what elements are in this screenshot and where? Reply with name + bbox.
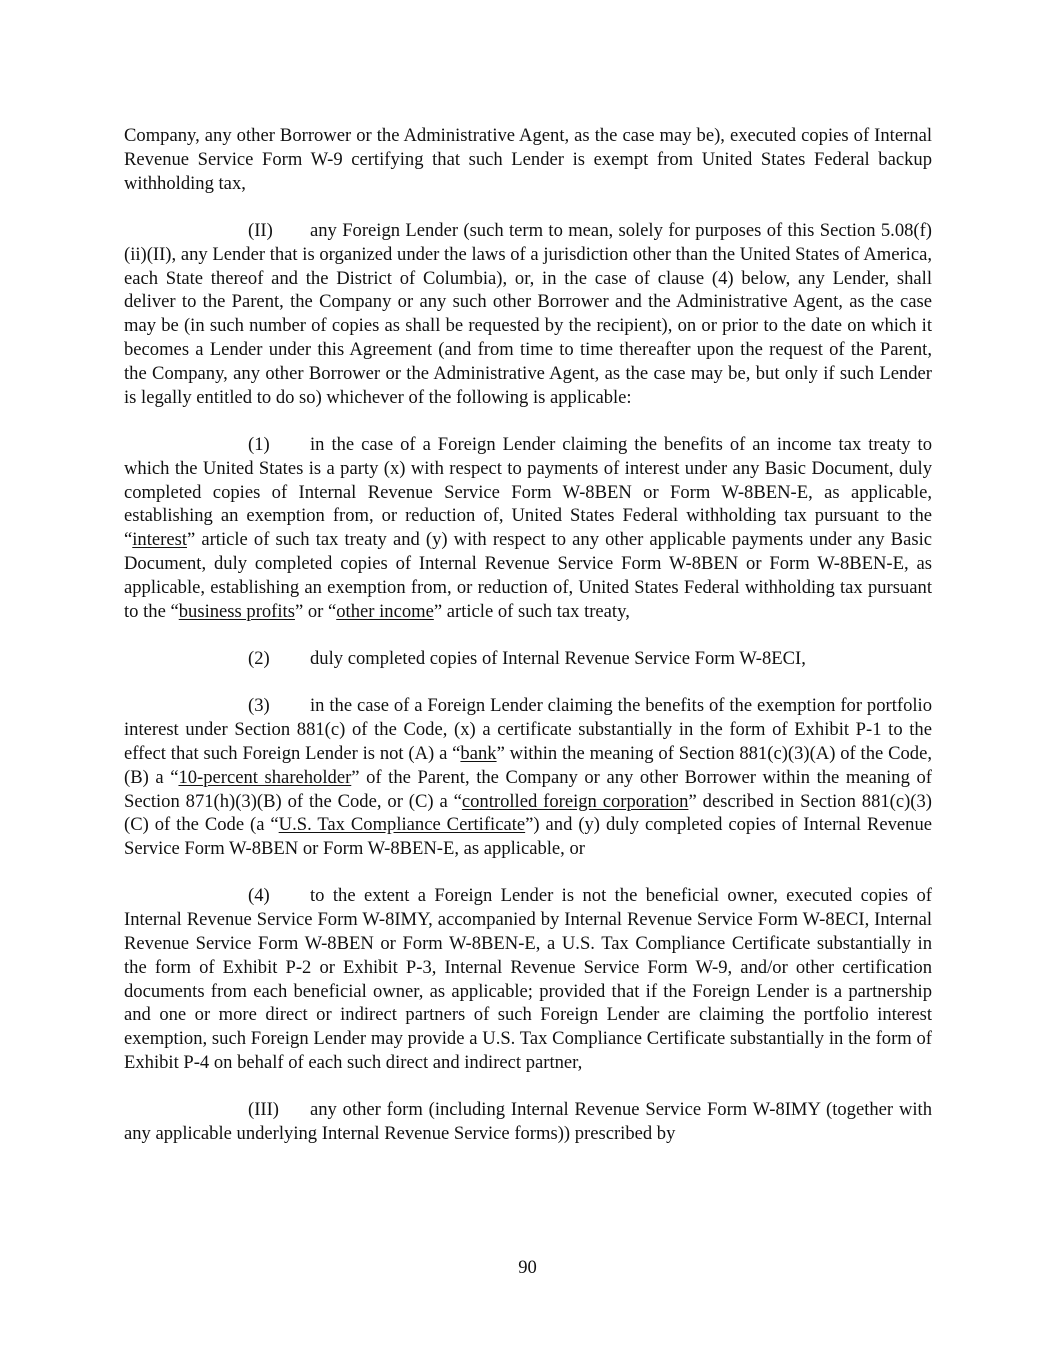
clause-text-segment: ” article of such tax treaty and (y) with respect to any other applicable payments under any Basic Document, duly completed copies of Internal Revenue Service Form W-8BEN or Form W-8BEN-E, as applicable, establishing an exemption from, or reduction of, United States Federal withholding tax pursuant to the “ [124, 529, 932, 622]
defined-term-interest: interest [132, 529, 187, 551]
paragraph-clause-3 [124, 694, 932, 861]
paragraph-clause-II [124, 219, 932, 409]
clause-text-segment: in the case of a Foreign Lender claiming the benefits of the exemption for portfolio interest under Section 881(c) of the Code, (x) a certificate substantially in the form of Exhibit P-1 to the effect that such Foreign Lender is not (A) a “ [124, 695, 932, 764]
defined-term-other-income: other income [336, 600, 434, 622]
clause-text-segment: ”) and (y) duly completed copies of Internal Revenue Service Form W-8BEN or Form W-8BEN-E, as applicable, or [124, 814, 933, 860]
clause-text: any other form (including Internal Revenue Service Form W-8IMY (together with any applicable underlying Internal Revenue Service forms)) prescribed by [124, 1099, 932, 1145]
clause-text: to the extent a Foreign Lender is not the beneficial owner, executed copies of Internal Revenue Service Form W-8IMY, accompanied by Internal Revenue Service Form W-8ECI, Internal Revenue Service Form W-8BEN or Form W-8BEN-E, a U.S. Tax Compliance Certificate substantially in the form of Exhibit P-2 or Exhibit P-3, Internal Revenue Service Form W-9, and/or other certification documents from each beneficial owner, as applicable; provided that if the Foreign Lender is a partnership and one or more direct or indirect partners of such Foreign Lender are claiming the portfolio interest exemption, such Foreign Lender may provide a U.S. Tax Compliance Certificate substantially in the form of Exhibit P-4 on behalf of each such direct and indirect partner, [124, 885, 932, 1074]
clause-text-segment: ” of the Parent, the Company or any other Borrower within the meaning of Section 871(h)(3)(B) of the Code, or (C) a “ [124, 766, 932, 812]
document-page [124, 124, 932, 1170]
clause-number: (III) [248, 1099, 279, 1121]
clause-text-segment: ” article of such tax treaty, [433, 600, 630, 622]
clause-text: duly completed copies of Internal Revenue Service Form W-8ECI, [310, 647, 806, 669]
clause-text-segment: ” within the meaning of Section 881(c)(3)(A) of the Code, (B) a “ [124, 742, 932, 788]
defined-term-us-tax-compliance-certificate: U.S. Tax Compliance Certificate [278, 814, 526, 836]
paragraph-clause-4 [124, 884, 932, 1074]
paragraph-clause-III [124, 1098, 932, 1146]
clause-number: (1) [248, 433, 270, 455]
clause-text-segment: ” or “ [294, 600, 337, 622]
clause-number: (4) [248, 885, 270, 907]
clause-number: (II) [248, 219, 273, 241]
defined-term-business-profits: business profits [178, 600, 295, 622]
clause-number: (2) [248, 647, 270, 669]
clause-text: any Foreign Lender (such term to mean, solely for purposes of this Section 5.08(f)(ii)(II), any Lender that is organized under the laws of a jurisdiction other than the United States of America, each State thereof and the District of Columbia), or, in the case of clause (4) below, any Lender, shall deliver to the Parent, the Company or any such other Borrower and the Administrative Agent, as the case may be (in such number of copies as shall be requested by the recipient), on or prior to the date on which it becomes a Lender under this Agreement (and from time to time thereafter upon the request of the Parent, the Company, any other Borrower or the Administrative Agent, as the case may be, but only if such Lender is legally entitled to do so) whichever of the following is applicable: [124, 219, 932, 408]
defined-term-10-percent-shareholder: 10-percent shareholder [178, 766, 352, 788]
paragraph-clause-1 [124, 433, 932, 623]
page-number: 90 [518, 1257, 537, 1278]
paragraph-continuation: Company, any other Borrower or the Administrative Agent, as the case may be), executed copies of Internal Revenue Service Form W-9 certifying that such Lender is exempt from United States Federal backup withholding tax, [124, 125, 932, 194]
clause-text-segment: ” described in Section 881(c)(3)(C) of the Code (a “ [124, 790, 932, 836]
clause-number: (3) [248, 695, 270, 717]
clause-text-segment: in the case of a Foreign Lender claiming the benefits of an income tax treaty to which the United States is a party (x) with respect to payments of interest under any Basic Document, duly completed copies of Internal Revenue Service Form W-8BEN or Form W-8BEN-E, as applicable, establishing an exemption from, or reduction of, United States Federal withholding tax pursuant to the “ [124, 433, 932, 551]
defined-term-bank: bank [460, 742, 497, 764]
defined-term-controlled-foreign-corporation: controlled foreign corporation [461, 790, 689, 812]
paragraph-clause-2 [124, 647, 932, 671]
